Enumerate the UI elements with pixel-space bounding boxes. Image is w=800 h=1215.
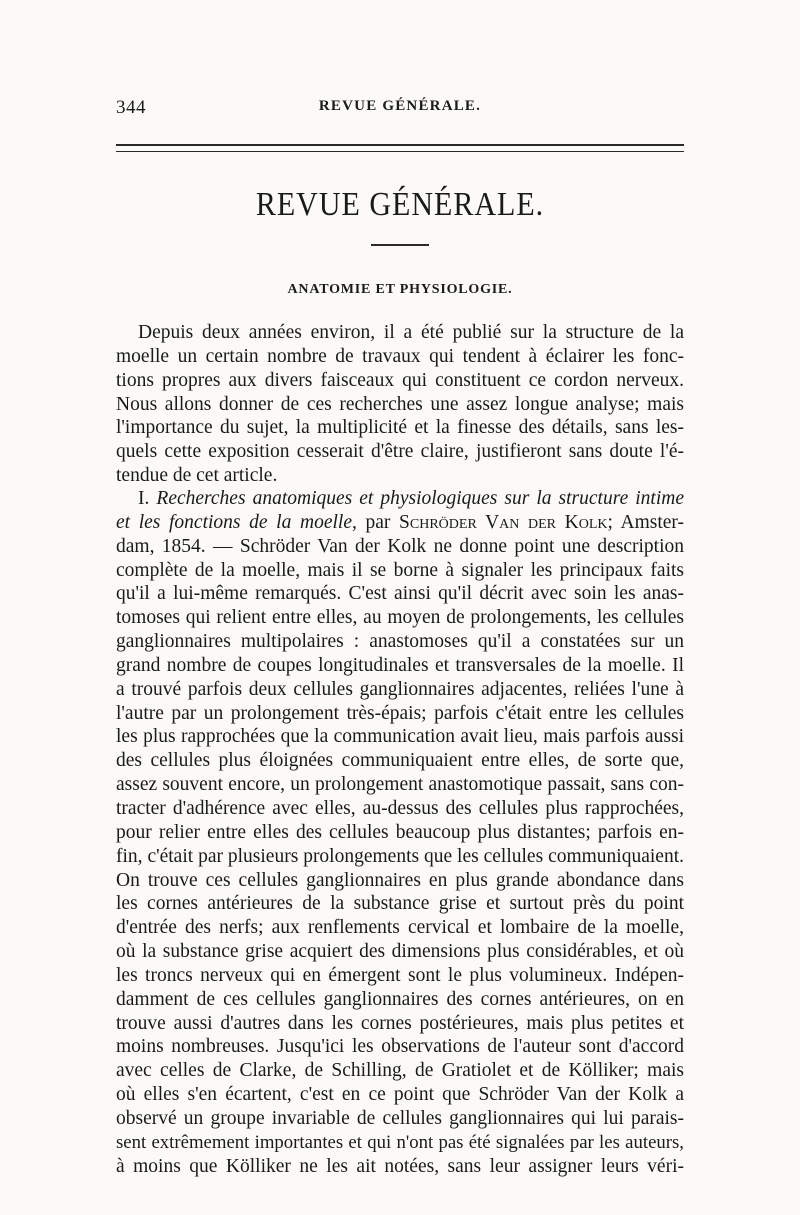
text-line: complète de la moelle, mais il se borne à signaler les principaux faits — [116, 559, 684, 581]
text-line: dam, 1854. — Schröder Van der Kolk ne donne point une description — [116, 535, 684, 557]
text-line: grand nombre de coupes longitudinales et transversales de la moelle. Il — [116, 654, 684, 676]
reference-line — [116, 487, 684, 511]
text-line: sent extrêmement importantes et qui n'ont pas été signalées par les auteurs, — [116, 1131, 684, 1153]
page-number: 344 — [116, 97, 146, 118]
reference-title-cont: et les fonctions de la moelle, — [116, 511, 357, 533]
text-line: a trouvé parfois deux cellules ganglionnaires adjacentes, reliées l'une à — [116, 678, 684, 700]
reference-by: par — [365, 511, 391, 533]
text-line: Nous allons donner de ces recherches une assez longue analyse; mais — [116, 393, 684, 415]
text-line: pour relier entre elles des cellules beaucoup plus distantes; parfois en- — [116, 821, 684, 843]
header-rule-thin — [116, 151, 684, 152]
text-line: tendue de cet article. — [116, 465, 278, 487]
text-line: où elles s'en écartent, c'est en ce point que Schröder Van der Kolk a — [116, 1084, 684, 1106]
reference-line — [116, 511, 684, 535]
text-line: des cellules plus éloignées communiquaient entre elles, de sorte que, — [116, 750, 684, 772]
text-line: avec celles de Clarke, de Schilling, de Gratiolet et de Kölliker; mais — [116, 1060, 684, 1082]
text-line: moins nombreuses. Jusqu'ici les observations de l'auteur sont d'accord — [116, 1036, 684, 1058]
text-line: où la substance grise acquiert des dimensions plus considérables, et où — [116, 941, 684, 963]
text-line: On trouve ces cellules ganglionnaires en plus grande abondance dans — [116, 869, 684, 891]
reference-place: ; Amster- — [607, 511, 684, 533]
text-line: tracter d'adhérence avec elles, au-dessus des cellules plus rapprochées, — [116, 797, 684, 819]
text-line: les cornes antérieures de la substance grise et surtout près du point — [116, 893, 684, 915]
header-rule-thick — [116, 144, 684, 146]
section-heading: ANATOMIE ET PHYSIOLOGIE. — [287, 282, 513, 297]
reference-author: Schröder Van der Kolk — [399, 511, 608, 533]
text-line: l'importance du sujet, la multiplicité et la finesse des détails, sans les- — [116, 417, 684, 439]
text-line: assez souvent encore, un prolongement anastomotique passait, sans con- — [116, 774, 684, 796]
text-line: moelle un certain nombre de travaux qui tendent à éclairer les fonc- — [116, 345, 684, 367]
text-line: les troncs nerveux qui en émergent sont le plus volumineux. Indépen- — [116, 964, 684, 986]
paragraph-review-1 — [116, 487, 684, 1178]
text-line: tions propres aux divers faisceaux qui constituent ce cordon nerveux. — [116, 369, 684, 391]
text-line: les plus rapprochées que la communication avait lieu, mais parfois aussi — [116, 726, 684, 748]
reference-number: I. — [138, 488, 150, 509]
text-line: quels cette exposition cesserait d'être claire, justifieront sans doute l'é- — [116, 441, 684, 463]
running-title: REVUE GÉNÉRALE. — [318, 98, 482, 114]
text-line: l'autre par un prolongement très-épais; parfois c'était entre les cellules — [116, 702, 684, 724]
reference-title: Recherches anatomiques et physiologiques sur la structure intime — [156, 488, 684, 509]
text-line: tomoses qui relient entre elles, au moyen de prolongements, les cellules — [116, 607, 684, 629]
text-line: ganglionnaires multipolaires : anastomoses qu'il a constatées sur un — [116, 631, 684, 653]
running-header — [116, 97, 684, 121]
text-line: fin, c'était par plusieurs prolongements que les cellules communiquaient. — [116, 845, 684, 867]
page-title: REVUE GÉNÉRALE. — [255, 185, 545, 223]
paragraph-intro — [116, 321, 684, 488]
text-line: Depuis deux années environ, il a été publié sur la structure de la — [138, 322, 684, 343]
text-line: damment de ces cellules ganglionnaires des cornes antérieures, on en — [116, 988, 684, 1010]
text-line: à moins que Kölliker ne les ait notées, sans leur assigner leurs véri- — [116, 1155, 684, 1177]
title-divider — [371, 244, 429, 246]
text-line: observé un groupe invariable de cellules ganglionnaires qui lui parais- — [116, 1107, 684, 1129]
text-line: trouve aussi d'autres dans les cornes postérieures, mais plus petites et — [116, 1012, 684, 1034]
text-line: qu'il a lui-même remarqués. C'est ainsi qu'il décrit avec soin les anas- — [116, 583, 684, 605]
text-line: d'entrée des nerfs; aux renflements cervical et lombaire de la moelle, — [116, 917, 684, 939]
